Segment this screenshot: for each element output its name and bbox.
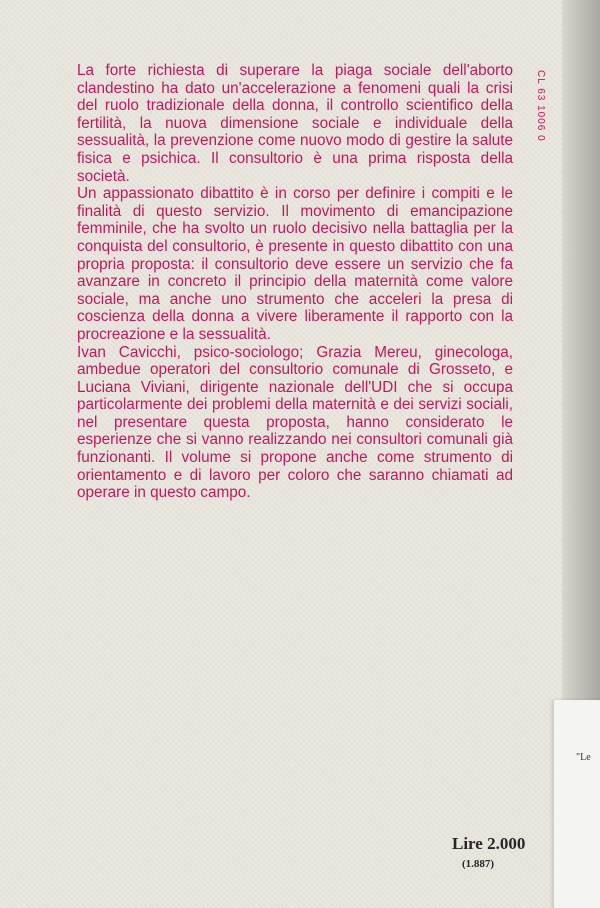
price: Lire 2.000 <box>452 834 526 853</box>
blurb-paragraph-1: La forte richiesta di superare la piaga sociale dell'aborto clandestino ha dato un'accelerazione a fenomeni quali la crisi del ruolo tradizionale della donna, il controllo scientifico della fertilità, la nuova dimensione sociale e individuale della sessualità, la prevenzione come nuovo modo di gestire la salute fisica e psichica. Il consultorio è una prima risposta della società. <box>77 62 513 185</box>
price-secondary: (1.887) <box>462 858 495 870</box>
library-sticker <box>553 700 600 908</box>
blurb-text <box>77 62 513 502</box>
blurb-paragraph-3: Ivan Cavicchi, psico-sociologo; Grazia Mereu, ginecologa, ambedue operatori del consultorio comunale di Grosseto, e Luciana Viviani, dirigente nazionale dell'UDI che si occupa particolarmente dei problemi della maternità e dei servizi sociali, nel presentare questa proposta, hanno considerato le esperienze che si vanno realizzando nei consultori comunali già funzionanti. Il volume si propone anche come strumento di orientamento e di lavoro per coloro che saranno chiamati ad operare in questo campo. <box>77 343 513 502</box>
sticker-text: "Le <box>576 752 591 763</box>
catalog-code: CL 63 1006 0 <box>535 70 546 142</box>
blurb-paragraph-2: Un appassionato dibattito è in corso per definire i compiti e le finalità di questo servizio. Il movimento di emancipazione femminile, che ha svolto un ruolo decisivo nella battaglia per la conquista del consultorio, è presente in questo dibattito con una propria proposta: il consultorio deve essere un servizio che fa avanzare in concreto il principio della maternità come valore sociale, ma anche uno strumento che acceleri la presa di coscienza della donna a vivere liberamente il rapporto con la procreazione e la sessualità. <box>77 185 513 343</box>
